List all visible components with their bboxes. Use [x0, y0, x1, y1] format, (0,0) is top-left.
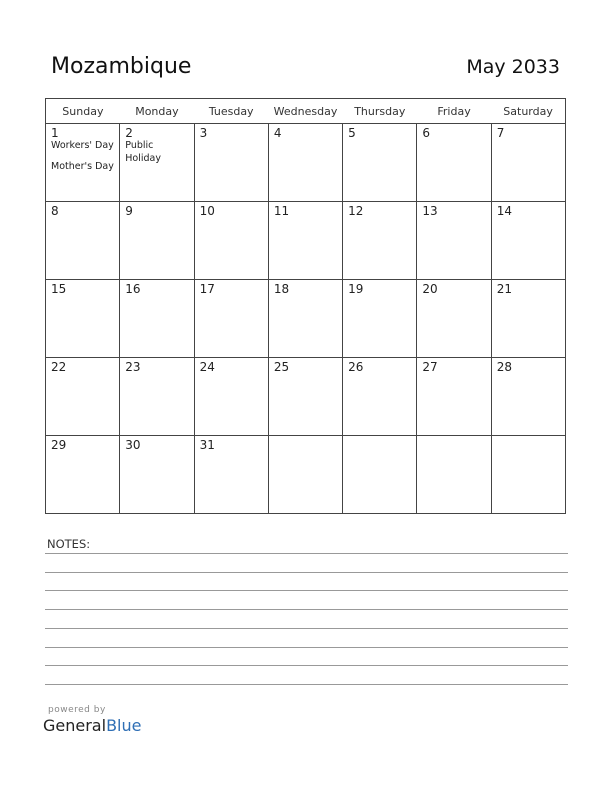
day-number: 24 — [199, 360, 215, 374]
day-cell — [120, 202, 194, 280]
day-cell — [268, 358, 342, 436]
day-number: 18 — [273, 282, 290, 296]
day-number: 20 — [422, 282, 438, 296]
day-cell — [491, 202, 565, 280]
week-row — [46, 358, 566, 436]
day-cell — [268, 436, 342, 514]
day-number: 22 — [51, 360, 67, 374]
note-line — [45, 553, 568, 554]
day-number: 8 — [51, 204, 59, 218]
day-number: 30 — [125, 438, 141, 452]
note-line — [45, 628, 568, 629]
day-cell — [194, 358, 268, 436]
day-number: 12 — [348, 204, 364, 218]
day-cell — [491, 436, 565, 514]
day-cell — [417, 124, 491, 202]
weekday-monday: Monday — [120, 99, 194, 124]
day-number: 31 — [199, 438, 215, 452]
day-number: 21 — [496, 282, 512, 296]
generalblue-logo — [43, 716, 141, 735]
weekday-wednesday: Wednesday — [268, 99, 342, 124]
calendar-grid — [45, 98, 566, 514]
note-line — [45, 684, 568, 685]
day-number: 23 — [125, 360, 141, 374]
day-cell — [417, 358, 491, 436]
day-number: 3 — [199, 126, 208, 140]
day-number: 27 — [422, 360, 438, 374]
day-cell — [46, 358, 120, 436]
week-row — [46, 124, 566, 202]
day-cell — [194, 436, 268, 514]
note-line — [45, 590, 568, 591]
day-cell — [343, 202, 417, 280]
day-number: 29 — [51, 438, 67, 452]
day-number: 15 — [51, 282, 67, 296]
day-cell — [491, 124, 565, 202]
day-cell — [343, 124, 417, 202]
day-number: 17 — [199, 282, 215, 296]
weekday-friday: Friday — [417, 99, 491, 124]
day-cell — [417, 280, 491, 358]
day-number: 25 — [273, 360, 290, 374]
weekday-sunday: Sunday — [46, 99, 120, 124]
day-cell — [268, 124, 342, 202]
day-cell — [417, 436, 491, 514]
week-row — [46, 280, 566, 358]
day-cell — [46, 124, 120, 202]
day-cell — [491, 280, 565, 358]
note-line — [45, 665, 568, 666]
day-number: 4 — [273, 126, 282, 140]
day-cell — [268, 280, 342, 358]
holiday-label: Workers' Day — [51, 140, 114, 151]
week-row — [46, 202, 566, 280]
brand-blue: Blue — [106, 716, 142, 735]
day-cell — [194, 124, 268, 202]
day-cell — [343, 280, 417, 358]
day-number: 10 — [199, 204, 215, 218]
powered-by-text: powered by — [48, 705, 106, 715]
note-line — [45, 572, 568, 573]
holiday-label: Mother's Day — [51, 160, 114, 172]
weekday-thursday: Thursday — [343, 99, 417, 124]
brand-general: General — [43, 716, 107, 735]
day-cell — [46, 202, 120, 280]
day-cell — [120, 124, 194, 202]
weekday-saturday: Saturday — [491, 99, 565, 124]
note-line — [45, 609, 568, 610]
note-line — [45, 647, 568, 648]
day-cell — [343, 358, 417, 436]
holiday-label: Public Holiday — [125, 140, 161, 164]
day-number: 9 — [125, 204, 133, 218]
day-cell — [491, 358, 565, 436]
day-number: 13 — [422, 204, 438, 218]
weekday-header-row — [46, 99, 566, 124]
week-row — [46, 436, 566, 514]
day-cell — [194, 280, 268, 358]
day-cell — [120, 436, 194, 514]
day-cell — [120, 358, 194, 436]
calendar-month-title: May 2033 — [466, 56, 560, 78]
day-cell — [46, 280, 120, 358]
day-number: 11 — [273, 204, 290, 218]
day-number: 6 — [422, 126, 431, 140]
weekday-tuesday: Tuesday — [194, 99, 268, 124]
day-number: 16 — [125, 282, 141, 296]
day-cell — [268, 202, 342, 280]
day-cell — [417, 202, 491, 280]
day-cell — [343, 436, 417, 514]
day-cell — [194, 202, 268, 280]
calendar-country-title: Mozambique — [51, 54, 192, 79]
day-number: 5 — [348, 126, 356, 140]
day-number: 26 — [348, 360, 364, 374]
day-number: 28 — [496, 360, 512, 374]
notes-label: NOTES: — [47, 537, 91, 551]
day-number: 1 — [51, 126, 59, 140]
day-number: 14 — [496, 204, 512, 218]
day-number: 7 — [496, 126, 505, 140]
day-cell — [46, 436, 120, 514]
day-cell — [120, 280, 194, 358]
day-number: 19 — [348, 282, 364, 296]
day-number: 2 — [125, 126, 133, 140]
